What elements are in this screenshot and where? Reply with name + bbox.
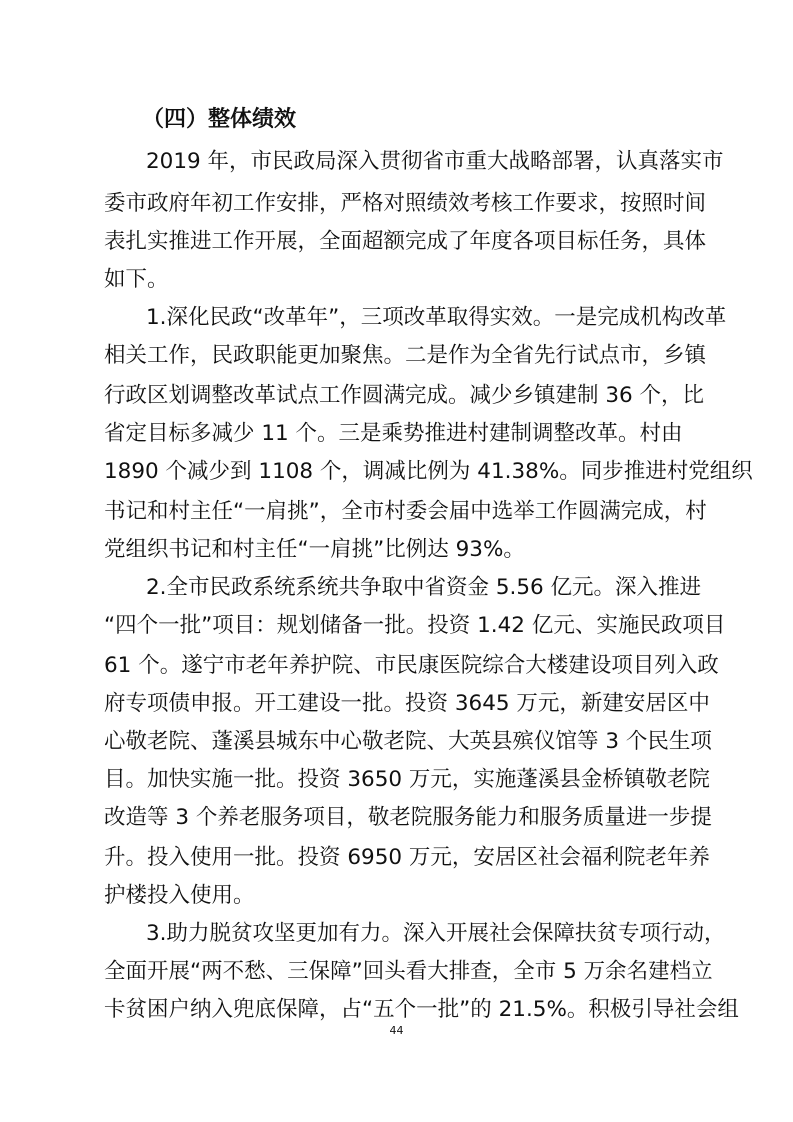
paragraph-4-line-3: 卡贫困户纳入兜底保障，占“五个一批”的 21.5%。积极引导社会组 [104, 997, 739, 1022]
paragraph-2-line-3: 行政区划调整改革试点工作圆满完成。减少乡镇建制 36 个，比 [104, 383, 705, 408]
paragraph-3-line-4: 府专项债申报。开工建设一批。投资 3645 万元，新建安居区中 [104, 691, 710, 716]
page-number: 44 [389, 1024, 404, 1037]
paragraph-3-line-9: 护楼投入使用。 [104, 883, 255, 908]
paragraph-3-line-7: 改造等 3 个养老服务项目，敬老院服务能力和服务质量进一步提 [104, 805, 712, 830]
paragraph-4-line-1: 3.助力脱贫攻坚更加有力。深入开展社会保障扶贫专项行动， [146, 921, 726, 946]
paragraph-2-line-4: 省定目标多减少 11 个。三是乘势推进村建制调整改革。村由 [104, 421, 683, 446]
paragraph-2-line-2: 相关工作，民政职能更加聚焦。二是作为全省先行试点市，乡镇 [104, 343, 707, 368]
paragraph-2-line-1: 1.深化民政“改革年”，三项改革取得实效。一是完成机构改革 [146, 305, 727, 330]
paragraph-2-line-7: 党组织书记和村主任“一肩挑”比例达 93%。 [104, 537, 525, 562]
paragraph-3-line-3: 61 个。遂宁市老年养护院、市民康医院综合大楼建设项目列入政 [104, 653, 719, 678]
paragraph-1-line-4: 如下。 [104, 267, 169, 292]
paragraph-1-line-3: 表扎实推进工作开展，全面超额完成了年度各项目标任务，具体 [104, 229, 707, 254]
paragraph-1-line-2: 委市政府年初工作安排，严格对照绩效考核工作要求，按照时间 [104, 191, 707, 216]
section-heading: （四）整体绩效 [142, 107, 297, 132]
paragraph-2-line-6: 书记和村主任“一肩挑”，全市村委会届中选举工作圆满完成，村 [104, 499, 707, 524]
paragraph-2-line-5: 1890 个减少到 1108 个，调减比例为 41.38%。同步推进村党组织 [104, 459, 753, 484]
paragraph-3-line-1: 2.全市民政系统系统共争取中省资金 5.56 亿元。深入推进 [146, 575, 702, 600]
paragraph-1-line-1: 2019 年，市民政局深入贯彻省市重大战略部署，认真落实市 [146, 149, 724, 174]
paragraph-3-line-8: 升。投入使用一批。投资 6950 万元，安居区社会福利院老年养 [104, 845, 710, 870]
paragraph-3-line-5: 心敬老院、蓬溪县城东中心敬老院、大英县殡仪馆等 3 个民生项 [104, 729, 712, 754]
paragraph-3-line-6: 目。加快实施一批。投资 3650 万元，实施蓬溪县金桥镇敬老院 [104, 767, 710, 792]
paragraph-4-line-2: 全面开展“两不愁、三保障”回头看大排查，全市 5 万余名建档立 [104, 959, 713, 984]
paragraph-3-line-2: “四个一批”项目：规划储备一批。投资 1.42 亿元、实施民政项目 [104, 613, 726, 638]
